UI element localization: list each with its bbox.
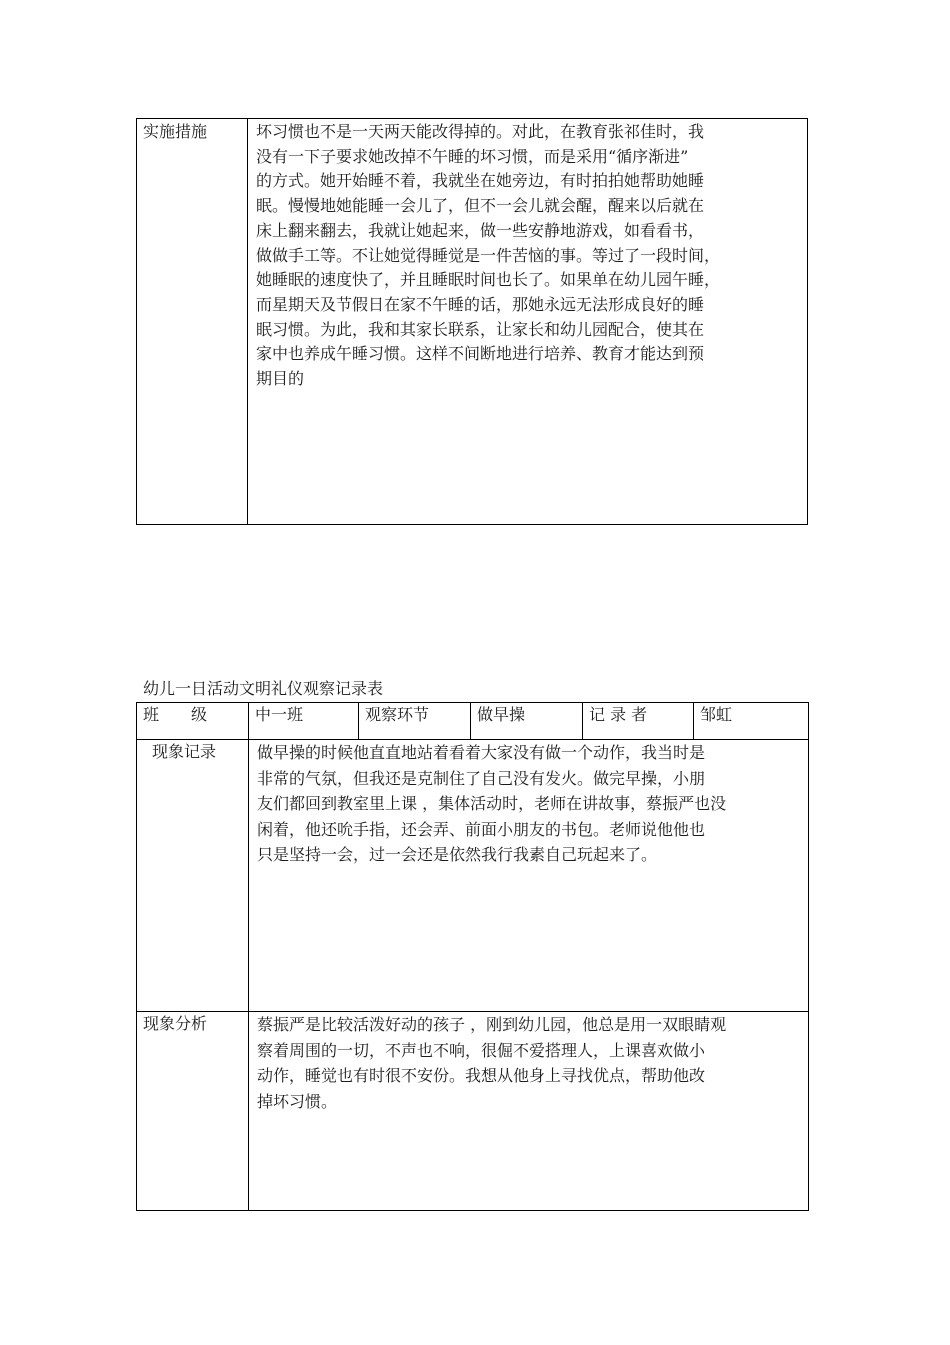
- analysis-line: 掉坏习惯。: [257, 1091, 338, 1111]
- measures-line: 坏习惯也不是一天两天能改得掉的。对此，在教育张祁佳时，我: [256, 122, 705, 141]
- recorder-value: 邹虹: [694, 703, 809, 740]
- measures-line: 家中也养成午睡习惯。这样不间断地进行培养、教育才能达到预: [256, 344, 705, 364]
- observation-line: 做早操的时候他直直地站着看着大家没有做一个动作，我当时是: [257, 743, 706, 762]
- recorder-label: 记 录 者: [583, 703, 694, 740]
- analysis-line: 察着周围的一切，不声也不响，很倔不爱搭理人，上课喜欢做小: [257, 1040, 706, 1060]
- analysis-text: [249, 1012, 809, 1211]
- measures-line: 做做手工等。不让她觉得睡觉是一件苦恼的事。等过了一段时间，: [256, 245, 721, 265]
- observation-record-label: 现象记录: [137, 740, 249, 1012]
- stage-value: 做早操: [471, 703, 583, 740]
- measures-line: 眠。慢慢地她能睡一会儿了，但不一会儿就会醒，醒来以后就在: [256, 196, 705, 216]
- observation-table: [136, 702, 809, 1211]
- class-label: 班 级: [137, 703, 249, 740]
- measures-line: 没有一下子要求她改掉不午睡的坏习惯，而是采用“循序渐进”: [256, 146, 689, 166]
- observation-table-title: 幼儿一日活动文明礼仪观察记录表: [143, 679, 384, 698]
- observation-header-row: [137, 703, 809, 740]
- measures-label: 实施措施: [137, 119, 248, 525]
- measures-line: 的方式。她开始睡不着，我就坐在她旁边，有时拍拍她帮助她睡: [256, 171, 705, 191]
- measures-line: 她睡眠的速度快了，并且睡眠时间也长了。如果单在幼儿园午睡，: [256, 270, 721, 290]
- stage-label: 观察环节: [359, 703, 471, 740]
- observation-line: 友们都回到教室里上课 ，集体活动时，老师在讲故事，蔡振严也没: [257, 794, 727, 813]
- analysis-label: 现象分析: [137, 1012, 249, 1211]
- measures-text: [248, 119, 808, 525]
- observation-line: 非常的气氛，但我还是克制住了自己没有发火。做完早操，小朋: [257, 768, 706, 788]
- observation-line: 闲着，他还吮手指，还会弄、前面小朋友的书包。老师说他他也: [257, 819, 706, 839]
- measures-line: 床上翻来翻去，我就让她起来，做一些安静地游戏，如看看书，: [256, 220, 705, 240]
- measures-table: [136, 118, 808, 525]
- measures-line: 期目的: [256, 369, 305, 389]
- analysis-row: [137, 1012, 809, 1211]
- measures-row: [137, 119, 808, 525]
- measures-line: 而星期天及节假日在家不午睡的话，那她永远无法形成良好的睡: [256, 294, 705, 314]
- analysis-line: 动作，睡觉也有时很不安份。我想从他身上寻找优点，帮助他改: [257, 1066, 706, 1085]
- observation-record-row: [137, 740, 809, 1012]
- observation-line: 只是坚持一会，过一会还是依然我行我素自己玩起来了。: [257, 845, 658, 864]
- class-value: 中一班: [249, 703, 359, 740]
- measures-line: 眠习惯。为此，我和其家长联系，让家长和幼儿园配合，使其在: [256, 319, 705, 339]
- analysis-line: 蔡振严是比较活泼好动的孩子 ，刚到幼儿园，他总是用一双眼睛观: [257, 1015, 727, 1034]
- observation-record-text: [249, 740, 809, 1012]
